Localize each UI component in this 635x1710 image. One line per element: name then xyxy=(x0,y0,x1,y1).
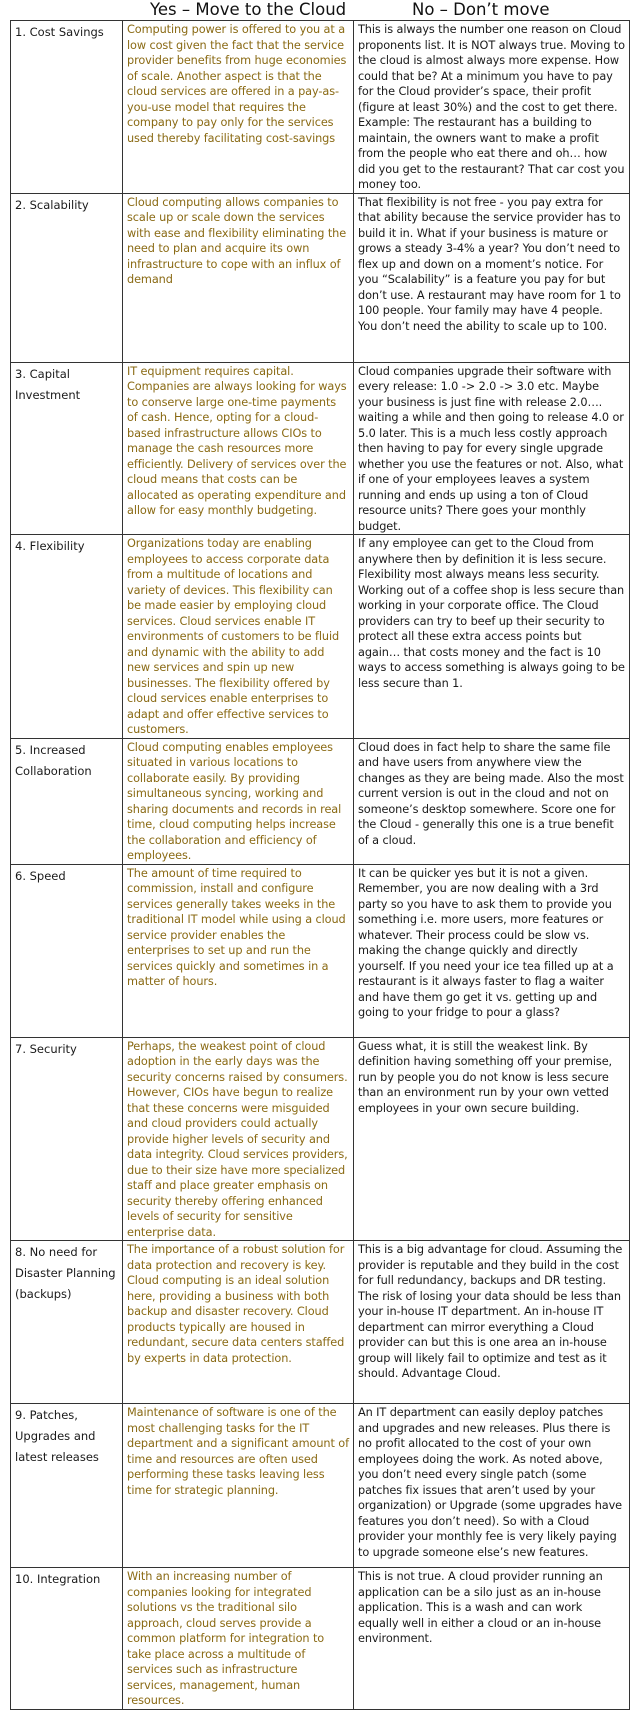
no-cell: Guess what, it is still the weakest link. By definition having something off your premise, run by people you do not know is less secure than an environment run by your own vetted employees in your own secure building. xyxy=(354,1037,630,1241)
topic-cell: 4. Flexibility xyxy=(11,535,123,739)
topic-cell: 3. Capital Investment xyxy=(11,362,123,535)
table-row xyxy=(11,535,630,739)
topic-cell: 7. Security xyxy=(11,1037,123,1241)
no-cell: It can be quicker yes but it is not a given. Remember, you are now dealing with a 3rd party so you have to ask them to provide you something i.e. more users, more features or whatever. Their process could be slow vs. making the change quickly and directly yourself. If you need your ice tea filled up at a restaurant is it always faster to flag a waiter and have them go get it vs. getting up and going to your fridge to pour a glass? xyxy=(354,864,630,1037)
table-row xyxy=(11,864,630,1037)
column-header-yes: Yes – Move to the Cloud xyxy=(150,0,347,19)
no-cell: Cloud does in fact help to share the same file and have users from anywhere view the changes as they are being made. Also the most current version is out in the cloud and not on someone’s desktop somewhere. Score one for the Cloud - generally this one is a true benefit of a cloud. xyxy=(354,738,630,864)
yes-cell: Perhaps, the weakest point of cloud adoption in the early days was the security concerns raised by consumers. However, CIOs have begun to realize that these concerns were misguided and cloud providers could actually provide higher levels of security and data integrity. Cloud services providers, due to their size have more specialized staff and place greater emphasis on security thereby offering enhanced levels of security for sensitive enterprise data. xyxy=(123,1037,354,1241)
table-row xyxy=(11,193,630,362)
no-cell: Cloud companies upgrade their software with every release: 1.0 -> 2.0 -> 3.0 etc. Maybe your business is just fine with release 2.0…. waiting a while and then going to release 4.0 or 5.0 later. This is a much less costly approach then having to pay for every single upgrade whether you use the features or not. Also, what if one of your employees leaves a system running and ends up using a ton of Cloud resource units? There goes your monthly budget. xyxy=(354,362,630,535)
topic-cell: 5. Increased Collaboration xyxy=(11,738,123,864)
table-row xyxy=(11,21,630,194)
yes-cell: Cloud computing allows companies to scale up or scale down the services with ease and flexibility eliminating the need to plan and acquire its own infrastructure to cope with an influx of demand xyxy=(123,193,354,362)
topic-cell: 6. Speed xyxy=(11,864,123,1037)
table-row xyxy=(11,1037,630,1241)
yes-cell: The amount of time required to commission, install and configure services generally takes weeks in the traditional IT model while using a cloud service provider enables the enterprises to set up and run the services quickly and sometimes in a matter of hours. xyxy=(123,864,354,1037)
table-row xyxy=(11,738,630,864)
yes-cell: The importance of a robust solution for data protection and recovery is key. Cloud computing is an ideal solution here, providing a business with both backup and disaster recovery. Cloud products typically are housed in redundant, secure data centers staffed by experts in data protection. xyxy=(123,1241,354,1404)
yes-cell: With an increasing number of companies looking for integrated solutions vs the traditional silo approach, cloud serves provide a common platform for integration to take place across a multitude of services such as infrastructure services, management, human resources. xyxy=(123,1568,354,1710)
topic-cell: 9. Patches, Upgrades and latest releases xyxy=(11,1404,123,1568)
yes-cell: Computing power is offered to you at a low cost given the fact that the service provider benefits from huge economies of scale. Another aspect is that the cloud services are offered in a pay-as-you-use model that requires the company to pay only for the services used thereby facilitating cost-savings xyxy=(123,21,354,194)
topic-cell: 8. No need for Disaster Planning (backups) xyxy=(11,1241,123,1404)
comparison-table xyxy=(10,20,630,1710)
table-row xyxy=(11,1404,630,1568)
topic-cell: 2. Scalability xyxy=(11,193,123,362)
no-cell: This is always the number one reason on Cloud proponents list. It is NOT always true. Moving to the cloud is almost always more expense. How could that be? At a minimum you have to pay for the Cloud provider’s space, their profit (figure at least 30%) and the cost to get there. Example: The restaurant has a building to maintain, the owners want to make a profit from the people who eat there and oh… how did you get to the restaurant? That car cost you money too. xyxy=(354,21,630,194)
yes-cell: Maintenance of software is one of the most challenging tasks for the IT department and a significant amount of time and resources are often used performing these tasks leaving less time for strategic planning. xyxy=(123,1404,354,1568)
no-cell: This is not true. A cloud provider running an application can be a silo just as an in-house application. This is a wash and can work equally well in either a cloud or an in-house environment. xyxy=(354,1568,630,1710)
no-cell: This is a big advantage for cloud. Assuming the provider is reputable and they build in the cost for full redundancy, backups and DR testing. The risk of losing your data should be less than your in-house IT department. An in-house IT department can mirror everything a Cloud provider can but this is one area an in-house group will likely fail to optimize and test as it should. Advantage Cloud. xyxy=(354,1241,630,1404)
yes-cell: IT equipment requires capital. Companies are always looking for ways to conserve large one-time payments of cash. Hence, opting for a cloud-based infrastructure allows CIOs to manage the cash resources more efficiently. Delivery of services over the cloud means that costs can be allocated as operating expenditure and allow for easy monthly budgeting. xyxy=(123,362,354,535)
yes-cell: Cloud computing enables employees situated in various locations to collaborate easily. By providing simultaneous syncing, working and sharing documents and records in real time, cloud computing helps increase the collaboration and efficiency of employees. xyxy=(123,738,354,864)
yes-cell: Organizations today are enabling employees to access corporate data from a multitude of locations and variety of devices. This flexibility can be made easier by employing cloud services. Cloud services enable IT environments of customers to be fluid and dynamic with the ability to add new services and spin up new businesses. The flexibility offered by cloud services enable enterprises to adapt and offer effective services to customers. xyxy=(123,535,354,739)
topic-cell: 10. Integration xyxy=(11,1568,123,1710)
table-header xyxy=(0,0,635,20)
topic-cell: 1. Cost Savings xyxy=(11,21,123,194)
table-row xyxy=(11,1568,630,1710)
table-row xyxy=(11,362,630,535)
no-cell: If any employee can get to the Cloud from anywhere then by definition it is less secure. Flexibility most always means less security. Working out of a coffee shop is less secure than working in your corporate office. The Cloud providers can try to beef up their security to protect all these extra access points but again… that costs money and the fact is 10 ways to access something is always going to be less secure than 1. xyxy=(354,535,630,739)
no-cell: That flexibility is not free - you pay extra for that ability because the service provider has to build it in. What if your business is mature or grows a steady 3-4% a year? You don’t need to flex up and down on a moment’s notice. For you “Scalability” is a feature you pay for but don’t use. A restaurant may have room for 1 to 100 people. Your family may have 4 people. You don’t need the ability to scale up to 100. xyxy=(354,193,630,362)
table-row xyxy=(11,1241,630,1404)
column-header-no: No – Don’t move xyxy=(412,0,550,19)
no-cell: An IT department can easily deploy patches and upgrades and new releases. Plus there is no profit allocated to the cost of your own employees doing the work. As noted above, you don’t need every single patch (some patches fix issues that aren’t used by your organization) or Upgrade (some upgrades have features you don’t need). So with a Cloud provider your monthly fee is very likely paying to upgrade someone else’s new features. xyxy=(354,1404,630,1568)
